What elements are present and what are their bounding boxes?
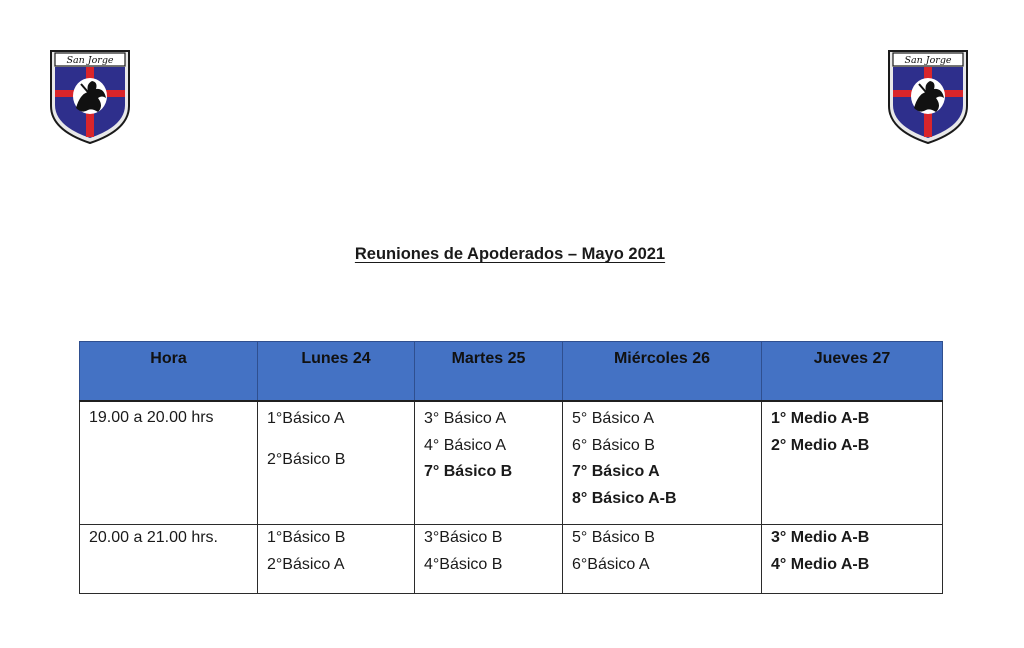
- class-entry: 3°Básico B: [424, 529, 503, 546]
- table-row: [80, 525, 943, 594]
- martes-cell: [415, 401, 563, 525]
- header-martes: Martes 25: [415, 342, 563, 402]
- school-crest-left: [48, 48, 132, 146]
- jueves-cell: [762, 401, 943, 525]
- time-cell: [80, 525, 258, 594]
- class-entry: 2° Medio A-B: [771, 436, 870, 454]
- header-miercoles: Miércoles 26: [563, 342, 762, 402]
- header-hora: Hora: [80, 342, 258, 402]
- class-entry: 2°Básico A: [267, 555, 345, 573]
- class-entry: 4° Medio A-B: [771, 555, 870, 573]
- crest-label-left: San Jorge: [66, 55, 114, 66]
- meetings-schedule-table: [79, 341, 943, 594]
- class-entry: 1°Básico A: [267, 410, 345, 427]
- header-jueves: Jueves 27: [762, 342, 943, 402]
- class-entry: 7° Básico A: [572, 463, 660, 480]
- class-entry: 2°Básico B: [267, 450, 346, 468]
- martes-cell: [415, 525, 563, 594]
- class-entry: 4° Básico A: [424, 436, 506, 454]
- class-entry: 8° Básico A-B: [572, 489, 677, 507]
- class-entry: 7° Básico B: [424, 463, 513, 480]
- lunes-cell: [258, 525, 415, 594]
- header-lunes: Lunes 24: [258, 342, 415, 402]
- class-entry: 5° Básico B: [572, 529, 655, 546]
- class-entry: 5° Básico A: [572, 410, 654, 427]
- class-entry: 4°Básico B: [424, 555, 503, 573]
- lunes-cell: [258, 401, 415, 525]
- class-entry: 6°Básico A: [572, 555, 650, 573]
- jueves-cell: [762, 525, 943, 594]
- class-entry: 1°Básico B: [267, 529, 346, 546]
- table-header-row: [80, 342, 943, 402]
- class-entry: 1° Medio A-B: [771, 410, 870, 427]
- time-label: 19.00 a 20.00 hrs: [89, 409, 214, 426]
- miercoles-cell: [563, 525, 762, 594]
- miercoles-cell: [563, 401, 762, 525]
- class-entry: 3° Medio A-B: [771, 529, 870, 546]
- class-entry: 6° Básico B: [572, 436, 655, 454]
- crest-label-right: San Jorge: [904, 55, 952, 66]
- class-entry: 3° Básico A: [424, 410, 506, 427]
- document-title: Reuniones de Apoderados – Mayo 2021: [354, 245, 666, 263]
- table-row: [80, 401, 943, 525]
- time-label: 20.00 a 21.00 hrs.: [89, 529, 218, 546]
- time-cell: [80, 401, 258, 525]
- school-crest-right: [886, 48, 970, 146]
